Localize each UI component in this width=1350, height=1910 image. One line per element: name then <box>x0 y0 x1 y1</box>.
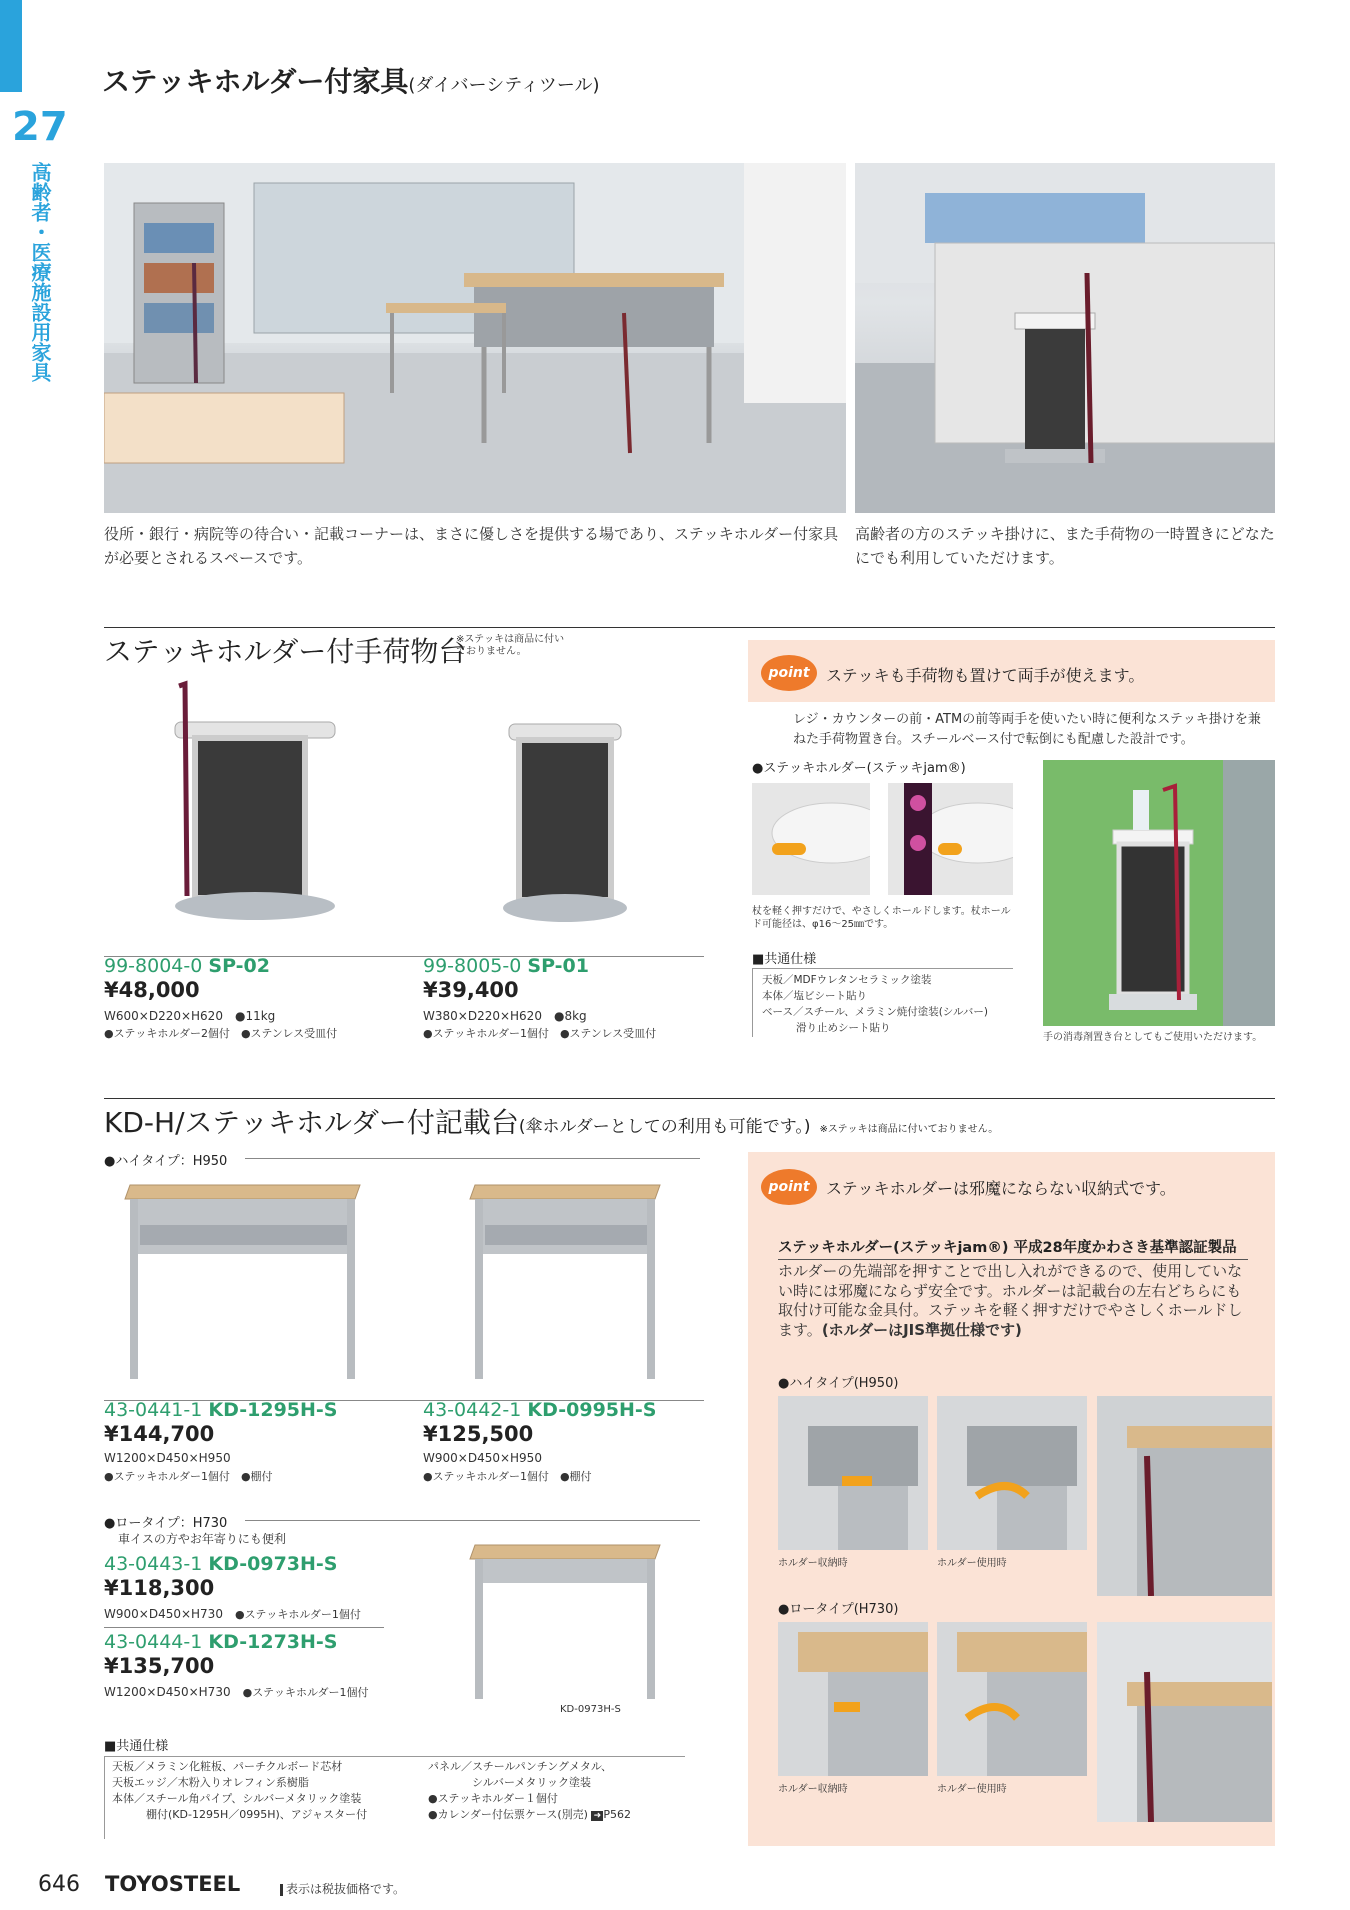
section1-description: レジ・カウンターの前・ATMの前等両手を使いたい時に便利なステッキ掛けを兼ねた手荷物置き台。スチールベース付で転倒にも配慮した設計です。 <box>793 712 1261 747</box>
high-holder-used <box>937 1396 1087 1550</box>
high-holder-used-illustration <box>937 1396 1087 1550</box>
high-type-rule <box>245 1158 700 1159</box>
sp02-illustration <box>155 676 345 926</box>
page-ref-link[interactable]: P562 <box>603 1808 632 1821</box>
page-number: 646 <box>38 1872 80 1897</box>
high-holder-stored <box>778 1396 928 1550</box>
section2-common-heading: ■共通仕様 <box>104 1739 169 1754</box>
page-title-main: ステッキホルダー付家具 <box>102 65 409 98</box>
section2-common-right: パネル／スチールパンチングメタル、 シルバーメタリック塗装 ●ステッキホルダー１個付 ●カレンダー付伝票ケース(別売) ➜ P562 <box>428 1760 632 1821</box>
sp02-image <box>155 676 345 926</box>
kd1273-code: 43-0444-1 KD-1273H-S <box>104 1631 338 1653</box>
low-type-note: 車イスの方やお年寄りにも便利 <box>118 1532 286 1546</box>
high-holder-photo-illustration <box>1097 1396 1272 1596</box>
low-used-label: ホルダー使用時 <box>937 1784 1007 1795</box>
kd0973-illustration <box>465 1535 665 1700</box>
lobby-caption: 役所・銀行・病院等の待合い・記載コーナーは、まさに優しさを提供する場であり、ステッキホルダー付家具が必要とされるスペースです。 <box>104 525 839 567</box>
kd0973-code: 43-0443-1 KD-0973H-S <box>104 1553 338 1575</box>
kd1295-image <box>120 1175 365 1380</box>
section1-common-spec: 天板／MDFウレタンセラミック塗装 本体／塩ビシート貼り ベース／スチール、メラミン焼付塗装(シルバー) 滑り止めシート貼り <box>762 974 988 1034</box>
sp01-spec: W380×D220×H620 ●8kg <box>423 1009 587 1023</box>
holder-heading: ●ステッキホルダー(ステッキjam®) <box>752 761 966 776</box>
kd1295-price: ¥144,700 <box>104 1422 215 1446</box>
low-holder-used <box>937 1622 1087 1776</box>
kd0995-price: ¥125,500 <box>423 1422 534 1446</box>
section1-point-text: ステッキも手荷物も置けて両手が使えます。 <box>826 666 1145 685</box>
chapter-number: 27 <box>12 104 68 150</box>
low-type-label: ●ロータイプ：H730 <box>104 1516 228 1531</box>
kd1273-spec: W1200×D450×H730 ●ステッキホルダー1個付 <box>104 1685 369 1699</box>
sp01-code: 99-8005-0 SP-01 <box>423 955 589 977</box>
kd1273-price: ¥135,700 <box>104 1654 215 1678</box>
holder-thumb-1 <box>752 783 870 895</box>
kd0995-code: 43-0442-1 KD-0995H-S <box>423 1399 657 1421</box>
sp02-spec: W600×D220×H620 ●11kg <box>104 1009 276 1023</box>
kd0973-image-label: KD-0973H-S <box>560 1704 621 1715</box>
page-title-sub: (ダイバーシティツール) <box>408 75 600 96</box>
holder-thumb-2 <box>888 783 1013 895</box>
high-holder-stored-illustration <box>778 1396 928 1550</box>
section2-rule <box>104 1098 1275 1099</box>
section2-point-text: ステッキホルダーは邪魔にならない収納式です。 <box>826 1179 1176 1198</box>
chapter-tab <box>0 0 22 92</box>
high-holder-photo <box>1097 1396 1272 1596</box>
sanitizer-photo <box>1043 760 1275 1026</box>
sp01-options: ●ステッキホルダー1個付 ●ステンレス受皿付 <box>423 1027 657 1040</box>
tax-note: 表示は税抜価格です。 <box>280 1880 405 1897</box>
brand-logo: TOYOSTEEL <box>105 1872 241 1896</box>
cert-body: ホルダーの先端部を押すことで出し入れができるので、使用していない時には邪魔にならず安全です。ホルダーは記載台の左右どちらにも取付け可能な金具付。ステッキを軽く押すだけでやさしくホールドします。(ホルダーはJIS準拠仕様です) <box>778 1262 1243 1339</box>
kd0995-spec: W900×D450×H950 <box>423 1451 542 1465</box>
kd1295-spec: W1200×D450×H950 <box>104 1451 231 1465</box>
sp01-image <box>497 718 632 928</box>
kd0973-price: ¥118,300 <box>104 1576 215 1600</box>
kd0995-image <box>465 1175 665 1380</box>
office-photo <box>855 163 1275 513</box>
low-holder-photo <box>1097 1622 1272 1822</box>
kd0973-rule <box>104 1627 384 1628</box>
kd1295-options: ●ステッキホルダー1個付 ●棚付 <box>104 1470 273 1483</box>
office-caption: 高齢者の方のステッキ掛けに、また手荷物の一時置きにどなたにでも利用していただけます。 <box>855 525 1275 567</box>
section1-rule <box>104 627 1275 628</box>
sp02-options: ●ステッキホルダー2個付 ●ステンレス受皿付 <box>104 1027 338 1040</box>
kd1295-code: 43-0441-1 KD-1295H-S <box>104 1399 338 1421</box>
sp02-price: ¥48,000 <box>104 978 200 1002</box>
kd0973-image <box>465 1535 665 1700</box>
sanitizer-illustration <box>1043 760 1275 1026</box>
arrow-right-icon: ➜ <box>591 1811 603 1821</box>
marker-icon <box>280 1884 283 1896</box>
low-holder-stored <box>778 1622 928 1776</box>
holder-caption: 杖を軽く押すだけで、やさしくホールドします。杖ホールド可能径は、φ16～25㎜です。 <box>752 906 1011 930</box>
section2-common-left: 天板／メラミン化粧板、パーチクルボード芯材 天板エッジ／木粉入りオレフィン系樹脂 本体／スチール角パイプ、シルバーメタリック塗装 棚付(KD-1295H／0995H)、アジャスター付 <box>112 1760 368 1821</box>
lobby-photo <box>104 163 846 513</box>
sp01-illustration <box>497 718 632 928</box>
low-type-rule <box>245 1520 700 1521</box>
section2-point-badge: point <box>761 1169 817 1205</box>
low-stored-label: ホルダー収納時 <box>778 1784 848 1795</box>
sp01-price: ¥39,400 <box>423 978 519 1002</box>
sp02-code: 99-8004-0 SP-02 <box>104 955 270 977</box>
section1-title: ステッキホルダー付手荷物台 <box>104 635 467 668</box>
page-title <box>102 60 600 100</box>
holder-thumb-2-illustration <box>888 783 1013 895</box>
high-used-label: ホルダー使用時 <box>937 1558 1007 1569</box>
chapter-label: 高齢者・医療施設用家具 <box>28 162 52 382</box>
kd0995-options: ●ステッキホルダー1個付 ●棚付 <box>423 1470 592 1483</box>
high-type-label: ●ハイタイプ：H950 <box>104 1154 228 1169</box>
high-stored-label: ホルダー収納時 <box>778 1558 848 1569</box>
kd0995-illustration <box>465 1175 665 1380</box>
section1-note: ※ステッキは商品に付いておりません。 <box>456 634 565 657</box>
high-type-holder-heading: ●ハイタイプ(H950) <box>778 1376 899 1391</box>
kd1295-illustration <box>120 1175 365 1380</box>
kd0973-spec: W900×D450×H730 ●ステッキホルダー1個付 <box>104 1607 361 1621</box>
office-illustration <box>855 163 1275 513</box>
low-type-holder-heading: ●ロータイプ(H730) <box>778 1602 899 1617</box>
low-holder-stored-illustration <box>778 1622 928 1776</box>
section1-common-heading: ■共通仕様 <box>752 952 817 967</box>
sanitizer-caption: 手の消毒剤置き台としてもご使用いただけます。 <box>1043 1032 1263 1043</box>
section2-title: KD-H/ステッキホルダー付記載台(傘ホルダーとしての利用も可能です。) ※ステッキは商品に付いておりません。 <box>104 1106 999 1139</box>
low-holder-photo-illustration <box>1097 1622 1272 1822</box>
section1-point-badge: point <box>761 655 817 691</box>
lobby-illustration <box>104 163 846 513</box>
low-holder-used-illustration <box>937 1622 1087 1776</box>
holder-thumb-1-illustration <box>752 783 870 895</box>
cert-line: ステッキホルダー(ステッキjam®) 平成28年度かわさき基準認証製品 <box>778 1236 1248 1260</box>
